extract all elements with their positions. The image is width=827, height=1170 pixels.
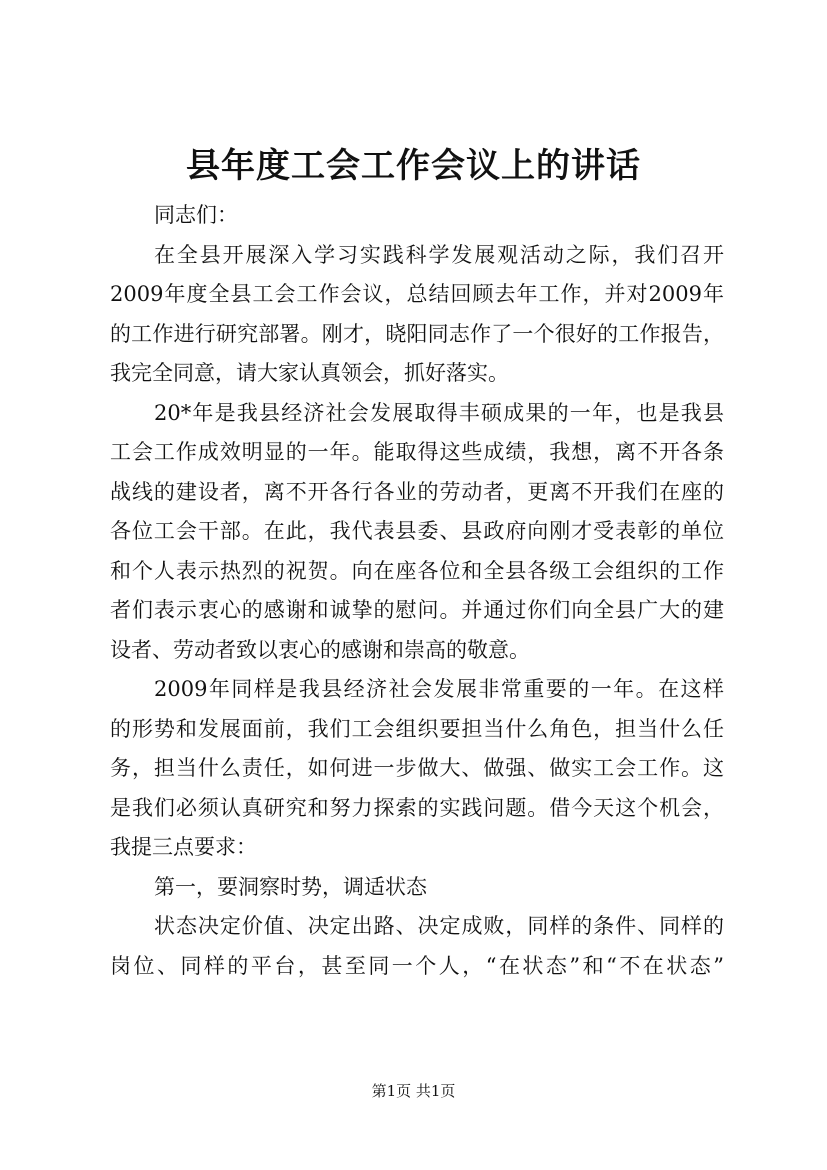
paragraph-line: 状态决定价值、决定出路、决定成败，同样的条件、同样的 (154, 914, 724, 938)
paragraph-line: 各位工会干部。在此，我代表县委、县政府向刚才受表彰的单位 (110, 519, 724, 543)
document-title: 县年度工会工作会议上的讲话 (186, 146, 641, 186)
paragraph-line: 工会工作成效明显的一年。能取得这些成绩，我想，离不开各条 (110, 440, 724, 464)
paragraph-line: 和个人表示热烈的祝贺。向在座各位和全县各级工会组织的工作 (110, 558, 724, 583)
paragraph-line: 2009年同样是我县经济社会发展非常重要的一年。在这样 (154, 677, 724, 701)
salutation-line: 同志们： (154, 203, 238, 227)
paragraph-line: 设者、劳动者致以衷心的感谢和崇高的敬意。 (110, 637, 530, 662)
section-heading: 第一，要洞察时势，调适状态 (154, 874, 427, 899)
page-footer: 第1页 共1页 (371, 1082, 456, 1100)
paragraph-line: 在全县开展深入学习实践科学发展观活动之际，我们召开 (154, 242, 724, 267)
paragraph-line: 者们表示衷心的感谢和诚挚的慰问。并通过你们向全县广大的建 (110, 598, 724, 622)
document-body (110, 196, 724, 986)
paragraph-line: 岗位、同样的平台，甚至同一个人，“在状态”和“不在状态” (110, 953, 724, 978)
paragraph-line: 的工作进行研究部署。刚才，晓阳同志作了一个很好的工作报告， (110, 321, 724, 346)
paragraph-line: 是我们必须认真研究和努力探索的实践问题。借今天这个机会， (110, 795, 724, 820)
paragraph-line: 我提三点要求： (110, 835, 257, 859)
paragraph-line: 2009年度全县工会工作会议，总结回顾去年工作，并对2009年 (110, 282, 724, 306)
paragraph-line: 20*年是我县经济社会发展取得丰硕成果的一年，也是我县 (154, 400, 724, 425)
paragraph-line: 的形势和发展面前，我们工会组织要担当什么角色，担当什么任 (110, 716, 724, 741)
paragraph-line: 战线的建设者，离不开各行各业的劳动者，更离不开我们在座的 (110, 479, 724, 504)
paragraph-line: 我完全同意，请大家认真领会，抓好落实。 (110, 361, 509, 385)
paragraph-line: 务，担当什么责任，如何进一步做大、做强、做实工会工作。这 (110, 756, 724, 780)
